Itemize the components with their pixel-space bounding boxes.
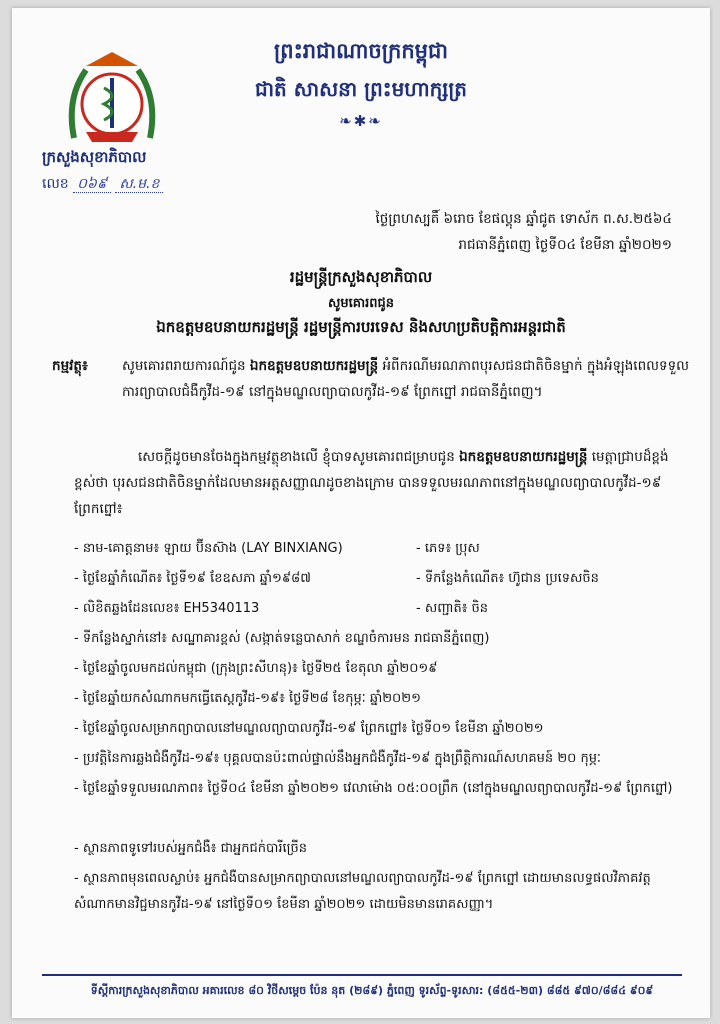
lunar-date: ថ្ងៃព្រហស្បតិ៍ ៦រោច ខែផល្គុន ឆ្នាំជូត ទោស័ក ព.ស.២៥៦៤ — [375, 211, 672, 227]
detail-before-death: - ស្ថានភាពមុនពេលស្លាប់៖ អ្នកជំងឺបានសម្រាកព្យាបាលនៅមណ្ឌលព្យាបាលកូវីដ-១៩ ព្រែកព្នៅ ដោយមានលទ្ធផលវិភាគវត្តសំណាកមានវិជ្ជមានកូវីដ-១៩ នៅថ្ងៃទី០១ ខែមីនា ឆ្នាំ២០២១ ដោយមិនមានរោគសញ្ញា។ — [74, 871, 651, 912]
body-paragraph — [74, 444, 688, 522]
detail-residence: - ទីកន្លែងស្នាក់នៅ៖ សណ្ឋាគារខ្ពស់ (សង្កាត់ទន្លេបាសាក់ ខណ្ឌចំការមន រាជធានីភ្នំពេញ) — [74, 631, 490, 646]
detail-nationality: - សញ្ជាតិ៖ ចិន — [416, 601, 489, 616]
detail-history: - ប្រវត្តិនៃការឆ្លងជំងឺកូវីដ-១៩៖ បុគ្គលបានប៉ះពាល់ផ្ទាល់នឹងអ្នកជំងឺកូវីដ-១៩ ក្នុងព្រឹត្តិការណ៍សហគមន៍ ២០ កុម្ភៈ — [74, 751, 601, 766]
footer-address: ទីស្តីការក្រសួងសុខាភិបាល អគារលេខ ៨០ វិថីសម្តេច ប៉ែន នុត (២៨៩) ភ្នំពេញ ទូរស័ព្ទ-ទូរសារ: (៨៥៥-២៣) ៨៨៥ ៩៧០/៨៨៤ ៩០៩ — [90, 984, 654, 997]
detail-condition: - ស្ថានភាពទូទៅរបស់អ្នកជំងឺ៖ ជាអ្នកជក់បារីច្រើន — [74, 841, 307, 856]
reference-number — [42, 174, 163, 195]
national-motto: ជាតិ សាសនា ព្រះមហាក្សត្រ — [255, 77, 467, 101]
subject-text-bold: ឯកឧត្តមឧបនាយករដ្ឋមន្ត្រី — [249, 358, 379, 374]
footer-divider — [42, 974, 682, 976]
body-before: សេចក្តីដូចមានចែងក្នុងកម្មវត្ថុខាងលើ ខ្ញុំបាទសូមគោរពជម្រាបជូន — [138, 449, 455, 465]
detail-row — [74, 536, 690, 562]
detail-sex: - ភេទ៖ ប្រុស — [416, 541, 480, 556]
detail-death: - ថ្ងៃខែឆ្នាំទទួលមរណភាព៖ ថ្ងៃទី០៤ ខែមីនា ឆ្នាំ២០២១ វេលាម៉ោង ០៥:០០ព្រឹក (នៅក្នុងមណ្ឌលព្យាបាលកូវីដ-១៩ ព្រែកព្នៅ) — [74, 781, 673, 796]
recipient-title: ឯកឧត្តមឧបនាយករដ្ឋមន្ត្រី រដ្ឋមន្ត្រីការបរទេស និងសហប្រតិបត្តិការអន្តរជាតិ — [156, 318, 566, 336]
ref-prefix: លេខ — [42, 176, 69, 192]
subject-label: កម្មវត្ថុ៖ — [52, 358, 88, 374]
body-after: មេត្តាជ្រាបដ៏ខ្ពង់ខ្ពស់ថា បុរសជនជាតិចិនម្នាក់ដែលមានអត្តសញ្ញាណដូចខាងក្រោម បានទទួលមរណភាពនៅក្នុងមណ្ឌលព្យាបាលកូវីដ-១៩ ព្រែកព្នៅ៖ — [74, 449, 669, 517]
detail-row — [74, 596, 690, 622]
subject-block — [52, 353, 692, 405]
detail-name: - នាម-គោត្តនាម៖ ឡាយ ប៊ីនស៊ាង (LAY BINXIANG) — [74, 541, 343, 556]
detail-passport: - លិខិតឆ្លងដែនលេខ៖ EH5340113 — [74, 601, 260, 616]
detail-dob: - ថ្ងៃខែឆ្នាំកំណើត៖ ថ្ងៃទី១៩ ខែឧសភា ឆ្នាំ១៩៨៧ — [74, 571, 311, 586]
document-page — [12, 8, 710, 1018]
solar-date: រាជធានីភ្នំពេញ ថ្ងៃទី០៤ ខែមីនា ឆ្នាំ២០២១ — [458, 237, 672, 253]
detail-admitted: - ថ្ងៃខែឆ្នាំចូលសម្រាកព្យាបាលនៅមណ្ឌលព្យាបាលកូវីដ-១៩ ព្រែកព្នៅ៖ ថ្ងៃទី០១ ខែមីនា ឆ្នាំ២០២១ — [74, 721, 544, 736]
detail-arrival: - ថ្ងៃខែឆ្នាំចូលមកដល់កម្ពុជា (ក្រុងព្រះសីហនុ)៖ ថ្ងៃទី២៥ ខែតុលា ឆ្នាំ២០១៩ — [74, 661, 438, 676]
respect-line: សូមគោរពជូន — [327, 296, 394, 311]
detail-row — [74, 566, 690, 592]
ministry-name: ក្រសួងសុខាភិបាល — [42, 148, 147, 166]
ornament-divider: ❧✱❧ — [339, 112, 383, 130]
kingdom-heading: ព្រះរាជាណាចក្រកម្ពុជា — [273, 39, 448, 63]
ministry-logo — [64, 48, 160, 148]
detail-pob: - ទីកន្លែងកំណើត៖ ហ៊ូជាន ប្រទេសចិន — [416, 571, 599, 586]
body-bold: ឯកឧត្តមឧបនាយករដ្ឋមន្ត្រី — [459, 449, 588, 465]
subject-text — [122, 353, 692, 405]
subject-text-after: អំពីករណីមរណភាពបុរសជនជាតិចិនម្នាក់ ក្នុងអំឡុងពេលទទួលការព្យាបាលជំងឺកូវីដ-១៩ នៅក្នុងមណ្ឌលព្យាបាលកូវីដ-១៩ ព្រែកព្នៅ រាជធានីភ្នំពេញ។ — [122, 358, 690, 400]
subject-text-before: សូមគោរពរាយការណ៍ជូន — [122, 358, 246, 374]
ref-handwritten-number: ០៦៩ — [73, 176, 111, 193]
detail-sample: - ថ្ងៃខែឆ្នាំយកសំណាកមកធ្វើតេស្តកូវីដ-១៩៖ ថ្ងៃទី២៨ ខែកុម្ភៈ ឆ្នាំ២០២១ — [74, 691, 421, 706]
ref-suffix: ស.ម.ខ — [115, 176, 163, 193]
sender-title: រដ្ឋមន្ត្រីក្រសួងសុខាភិបាល — [289, 268, 433, 286]
